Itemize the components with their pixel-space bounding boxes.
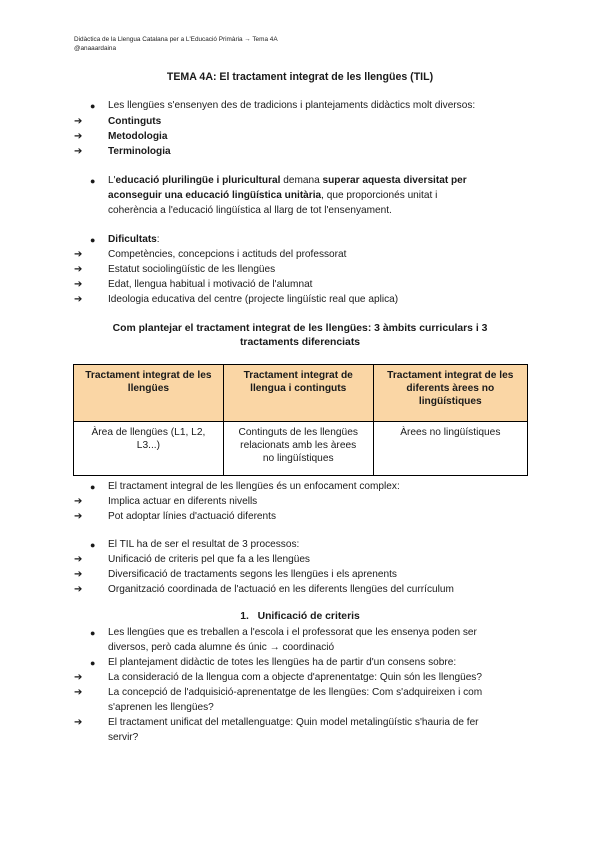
table-cell: Àrees no lingüístiques: [373, 422, 527, 476]
bullet-icon: ●: [90, 540, 96, 550]
intro-item-metodologia: Metodologia: [108, 131, 168, 142]
section-1-text: diversos, però cada alumne és únic → coordinació: [108, 642, 335, 653]
arrow-icon: ➔: [74, 569, 83, 580]
consens-item: El tractament unificat del metallenguatge: Quin model metalingüístic s'hauria de fer: [108, 717, 479, 728]
section-1-text: El plantejament didàctic de totes les llengües ha de partir d'un consens sobre:: [108, 657, 457, 668]
dificultats-heading: Dificultats:: [108, 234, 160, 245]
section-1-heading: 1. Unificació de criteris: [240, 611, 360, 622]
dificultat-item: Competències, concepcions i actituds del professorat: [108, 249, 347, 260]
bullet-icon: ●: [90, 658, 96, 668]
section-subtitle-line-1: Com plantejar el tractament integrat de les llengües: 3 àmbits curriculars i 3: [112, 323, 488, 334]
table-row: [74, 422, 528, 476]
consens-item: s'aprenen les llengües?: [108, 702, 214, 713]
doc-header-course: Didàctica de la Llengua Catalana per a L'Educació Primària → Tema 4A: [74, 36, 278, 43]
arrow-icon: ➔: [74, 511, 83, 522]
consens-item: La consideració de la llengua com a objecte d'aprenentatge: Quin són les llengües?: [108, 672, 482, 683]
arrow-icon: ➔: [74, 116, 83, 127]
arrow-icon: ➔: [74, 146, 83, 157]
table-header-cell: Tractament integrat de les diferents àrees no lingüístiques: [373, 365, 527, 422]
enfocament-item: Pot adoptar línies d'actuació diferents: [108, 511, 277, 522]
section-1-text: Les llengües que es treballen a l'escola i el professorat que les ensenya poden ser: [108, 627, 477, 638]
proces-item: Organització coordinada de l'actuació en les diferents llengües del currículum: [108, 584, 454, 595]
bullet-icon: ●: [90, 101, 96, 111]
arrow-icon: ➔: [74, 687, 83, 698]
arrow-icon: ➔: [74, 249, 83, 260]
dificultat-item: Ideologia educativa del centre (projecte lingüístic real que aplica): [108, 294, 399, 305]
arrow-icon: ➔: [74, 554, 83, 565]
table-cell: Continguts de les llengües relacionats amb les àrees no lingüístiques: [223, 422, 373, 476]
arrow-icon: ➔: [74, 264, 83, 275]
arrow-icon: ➔: [74, 672, 83, 683]
consens-item: La concepció de l'adquisició-aprenentatge de les llengües: Com s'adquireixen i com: [108, 687, 483, 698]
table-header-row: [74, 365, 528, 422]
intro-item-terminologia: Terminologia: [108, 146, 171, 157]
dificultat-item: Edat, llengua habitual i motivació de l'alumnat: [108, 279, 313, 290]
table-header-cell: Tractament integrat de les llengües: [74, 365, 224, 422]
bullet-icon: ●: [90, 176, 96, 186]
arrow-icon: ➔: [74, 496, 83, 507]
doc-header-author: @anaaardaina: [74, 45, 117, 52]
bullet-icon: ●: [90, 628, 96, 638]
intro-item-continguts: Continguts: [108, 116, 162, 127]
enfocament-item: Implica actuar en diferents nivells: [108, 496, 258, 507]
processos-text: El TIL ha de ser el resultat de 3 processos:: [108, 539, 300, 550]
consens-item: servir?: [108, 732, 139, 743]
dificultat-item: Estatut sociolingüístic de les llengües: [108, 264, 276, 275]
page-title: TEMA 4A: El tractament integrat de les llengües (TIL): [166, 71, 434, 83]
plurilingue-line-1: L'educació plurilingüe i pluricultural demana superar aquesta diversitat per: [108, 175, 467, 186]
arrow-icon: ➔: [74, 584, 83, 595]
bullet-icon: ●: [90, 235, 96, 245]
arrow-icon: ➔: [74, 294, 83, 305]
table-cell: Àrea de llengües (L1, L2, L3...): [74, 422, 224, 476]
plurilingue-line-3: coherència a l'educació lingüística al llarg de tot l'ensenyament.: [108, 205, 392, 216]
til-table: [73, 364, 528, 476]
arrow-icon: ➔: [74, 279, 83, 290]
intro-text: Les llengües s'ensenyen des de tradicions i plantejaments didàctics molt diversos:: [108, 100, 476, 111]
plurilingue-line-2: aconseguir una educació lingüística unitària, que proporcionés unitat i: [108, 190, 438, 201]
bullet-icon: ●: [90, 482, 96, 492]
arrow-icon: ➔: [74, 717, 83, 728]
arrow-icon: ➔: [74, 131, 83, 142]
enfocament-text: El tractament integral de les llengües és un enfocament complex:: [108, 481, 400, 492]
proces-item: Diversificació de tractaments segons les llengües i els aprenents: [108, 569, 397, 580]
section-subtitle-line-2: tractaments diferenciats: [239, 337, 361, 348]
table-header-cell: Tractament integrat de llengua i continguts: [223, 365, 373, 422]
proces-item: Unificació de criteris pel que fa a les llengües: [108, 554, 310, 565]
